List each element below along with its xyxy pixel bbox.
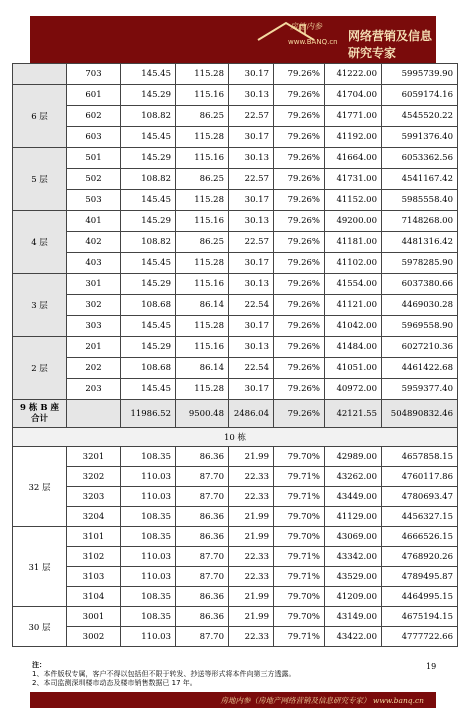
table-cell: 79.70%	[274, 507, 325, 527]
table-cell: 108.68	[121, 295, 176, 316]
table-cell: 86.36	[176, 587, 229, 607]
table-cell: 115.28	[176, 253, 229, 274]
table-cell: 79.71%	[274, 467, 325, 487]
table-cell: 43342.00	[325, 547, 382, 567]
unit-number: 401	[67, 211, 121, 232]
table-cell: 108.35	[121, 527, 176, 547]
table-cell: 115.16	[176, 85, 229, 106]
table-cell: 43069.00	[325, 527, 382, 547]
table-cell: 79.71%	[274, 487, 325, 507]
table-cell: 41484.00	[325, 337, 382, 358]
total-cell: 9500.48	[176, 400, 229, 428]
table-cell: 79.26%	[274, 316, 325, 337]
table-cell: 41704.00	[325, 85, 382, 106]
table-cell: 5995739.90	[382, 64, 458, 85]
unit-number: 503	[67, 190, 121, 211]
table-cell: 4481316.42	[382, 232, 458, 253]
table-cell: 22.57	[229, 232, 274, 253]
section-header-row	[13, 428, 458, 447]
unit-number: 501	[67, 148, 121, 169]
table-cell: 86.14	[176, 295, 229, 316]
unit-number: 603	[67, 127, 121, 148]
table-cell: 30.17	[229, 190, 274, 211]
unit-number: 3203	[67, 487, 121, 507]
table-row	[13, 587, 458, 607]
table-cell: 4469030.28	[382, 295, 458, 316]
table-cell: 41192.00	[325, 127, 382, 148]
table-cell: 40972.00	[325, 379, 382, 400]
table-cell: 145.29	[121, 148, 176, 169]
table-cell: 6027210.36	[382, 337, 458, 358]
note-line-1: 1、本件版权专属，客户不得以包括但不限于转发、抄送等形式将本件向第三方透露。	[32, 670, 296, 678]
total-cell: 42121.55	[325, 400, 382, 428]
table-cell: 43422.00	[325, 627, 382, 647]
table-row	[13, 379, 458, 400]
table-cell: 79.26%	[274, 169, 325, 190]
table-cell: 79.26%	[274, 85, 325, 106]
unit-number: 402	[67, 232, 121, 253]
table-row	[13, 337, 458, 358]
sales-table-wrapper	[12, 63, 457, 647]
floor-label: 5 层	[13, 148, 67, 211]
table-cell: 86.14	[176, 358, 229, 379]
unit-number: 301	[67, 274, 121, 295]
table-cell: 5991376.40	[382, 127, 458, 148]
table-row	[13, 211, 458, 232]
table-cell: 108.82	[121, 106, 176, 127]
page-number: 19	[426, 662, 437, 671]
table-cell: 4675194.15	[382, 607, 458, 627]
table-cell: 5985558.40	[382, 190, 458, 211]
table-cell: 87.70	[176, 627, 229, 647]
table-cell: 5978285.90	[382, 253, 458, 274]
table-cell: 79.26%	[274, 295, 325, 316]
table-cell: 79.70%	[274, 527, 325, 547]
table-cell: 41051.00	[325, 358, 382, 379]
table-row	[13, 253, 458, 274]
table-cell: 22.54	[229, 358, 274, 379]
table-cell: 4777722.66	[382, 627, 458, 647]
unit-number: 703	[67, 64, 121, 85]
total-row	[13, 400, 458, 428]
table-cell: 110.03	[121, 627, 176, 647]
table-cell: 79.71%	[274, 567, 325, 587]
table-cell: 30.13	[229, 148, 274, 169]
unit-number: 203	[67, 379, 121, 400]
table-cell: 41129.00	[325, 507, 382, 527]
table-row	[13, 148, 458, 169]
table-row	[13, 567, 458, 587]
table-row	[13, 627, 458, 647]
table-cell: 21.99	[229, 507, 274, 527]
table-cell: 86.25	[176, 169, 229, 190]
table-row	[13, 127, 458, 148]
unit-number: 3001	[67, 607, 121, 627]
table-cell: 6053362.56	[382, 148, 458, 169]
table-row	[13, 295, 458, 316]
table-cell: 79.26%	[274, 148, 325, 169]
table-cell: 86.36	[176, 607, 229, 627]
total-label-line2: 合计	[30, 413, 48, 424]
table-cell: 145.45	[121, 379, 176, 400]
table-cell: 108.68	[121, 358, 176, 379]
floor-label: 31 层	[13, 527, 67, 607]
table-cell: 22.57	[229, 169, 274, 190]
unit-number: 3202	[67, 467, 121, 487]
table-cell: 145.45	[121, 316, 176, 337]
table-row	[13, 607, 458, 627]
table-cell: 21.99	[229, 447, 274, 467]
unit-number: 502	[67, 169, 121, 190]
table-cell: 41102.00	[325, 253, 382, 274]
table-cell: 145.45	[121, 64, 176, 85]
unit-number: 601	[67, 85, 121, 106]
table-cell: 115.16	[176, 274, 229, 295]
building9-total	[13, 400, 458, 428]
table-row	[13, 507, 458, 527]
table-cell: 115.16	[176, 337, 229, 358]
total-cell	[67, 400, 121, 428]
table-cell: 115.28	[176, 379, 229, 400]
table-cell: 79.26%	[274, 337, 325, 358]
table-cell: 43529.00	[325, 567, 382, 587]
table-row	[13, 64, 458, 85]
total-label-line1: 9 栋 B 座	[20, 402, 59, 413]
table-row	[13, 106, 458, 127]
table-cell: 79.70%	[274, 447, 325, 467]
table-cell: 115.16	[176, 211, 229, 232]
unit-number: 201	[67, 337, 121, 358]
floor-label: 4 层	[13, 211, 67, 274]
table-cell: 145.29	[121, 337, 176, 358]
table-cell: 6037380.66	[382, 274, 458, 295]
table-cell: 4780693.47	[382, 487, 458, 507]
table-cell: 108.82	[121, 169, 176, 190]
footer-banner	[30, 692, 436, 708]
table-cell: 22.33	[229, 547, 274, 567]
table-cell: 87.70	[176, 487, 229, 507]
table-cell: 79.26%	[274, 106, 325, 127]
unit-number: 3101	[67, 527, 121, 547]
section-header: 10 栋	[13, 428, 458, 447]
table-cell: 41121.00	[325, 295, 382, 316]
floor-label: 32 层	[13, 447, 67, 527]
building10-header	[13, 428, 458, 447]
table-cell: 108.35	[121, 607, 176, 627]
table-cell: 30.13	[229, 211, 274, 232]
total-cell: 2486.04	[229, 400, 274, 428]
table-cell: 145.29	[121, 274, 176, 295]
table-cell: 4657858.15	[382, 447, 458, 467]
table-cell: 4545520.22	[382, 106, 458, 127]
table-cell: 79.70%	[274, 607, 325, 627]
logo-url: www.BANQ.cn	[288, 38, 338, 46]
table-cell: 41209.00	[325, 587, 382, 607]
floor-label: 30 层	[13, 607, 67, 647]
header-banner	[30, 16, 436, 63]
table-row	[13, 527, 458, 547]
table-cell: 86.36	[176, 527, 229, 547]
table-cell: 41181.00	[325, 232, 382, 253]
table-cell: 41554.00	[325, 274, 382, 295]
table-cell: 41222.00	[325, 64, 382, 85]
table-row	[13, 190, 458, 211]
table-cell: 49200.00	[325, 211, 382, 232]
table-cell: 79.26%	[274, 358, 325, 379]
table-cell: 115.28	[176, 127, 229, 148]
table-cell: 108.35	[121, 447, 176, 467]
table-row	[13, 169, 458, 190]
table-cell: 79.26%	[274, 211, 325, 232]
table-cell: 4456327.15	[382, 507, 458, 527]
table-cell: 41664.00	[325, 148, 382, 169]
table-cell: 110.03	[121, 567, 176, 587]
table-cell: 21.99	[229, 587, 274, 607]
table-cell: 79.26%	[274, 64, 325, 85]
floor-label: 6 层	[13, 85, 67, 148]
note-line-2: 2、本司监测深圳楼市动态及楼市销售数据已 17 年。	[32, 679, 197, 687]
table-cell: 21.99	[229, 607, 274, 627]
table-cell: 79.70%	[274, 587, 325, 607]
table-cell: 87.70	[176, 467, 229, 487]
table-cell: 115.28	[176, 316, 229, 337]
table-cell: 115.28	[176, 64, 229, 85]
table-cell: 4768920.26	[382, 547, 458, 567]
table-row	[13, 232, 458, 253]
table-cell: 30.13	[229, 85, 274, 106]
total-cell: 504890832.46	[382, 400, 458, 428]
total-label	[13, 400, 67, 428]
notes-label: 注：	[32, 661, 46, 669]
table-cell: 87.70	[176, 547, 229, 567]
unit-number: 3002	[67, 627, 121, 647]
table-cell: 4464995.15	[382, 587, 458, 607]
table-cell: 108.35	[121, 507, 176, 527]
table-row	[13, 547, 458, 567]
table-cell: 145.29	[121, 211, 176, 232]
table-cell: 79.26%	[274, 253, 325, 274]
table-cell: 145.29	[121, 85, 176, 106]
unit-number: 302	[67, 295, 121, 316]
table-cell: 21.99	[229, 527, 274, 547]
table-cell: 79.26%	[274, 379, 325, 400]
table-cell: 108.35	[121, 587, 176, 607]
unit-number: 202	[67, 358, 121, 379]
table-cell: 4541167.42	[382, 169, 458, 190]
table-cell: 4461422.68	[382, 358, 458, 379]
table-cell: 108.82	[121, 232, 176, 253]
table-cell: 41771.00	[325, 106, 382, 127]
table-cell: 41152.00	[325, 190, 382, 211]
table-cell: 110.03	[121, 547, 176, 567]
unit-number: 3104	[67, 587, 121, 607]
table-cell: 22.33	[229, 467, 274, 487]
table-row	[13, 467, 458, 487]
table-cell: 79.71%	[274, 627, 325, 647]
table-row	[13, 487, 458, 507]
table-cell: 115.28	[176, 190, 229, 211]
table-cell: 43149.00	[325, 607, 382, 627]
table-cell: 22.33	[229, 627, 274, 647]
logo-text: 房地内参	[290, 22, 322, 31]
table-cell: 30.17	[229, 64, 274, 85]
table-cell: 41731.00	[325, 169, 382, 190]
table-cell: 145.45	[121, 127, 176, 148]
table-cell: 42989.00	[325, 447, 382, 467]
table-cell: 22.33	[229, 487, 274, 507]
unit-number: 3103	[67, 567, 121, 587]
table-cell: 30.13	[229, 337, 274, 358]
table-cell: 79.26%	[274, 232, 325, 253]
table-cell: 86.25	[176, 232, 229, 253]
table-cell: 5969558.90	[382, 316, 458, 337]
table-row	[13, 447, 458, 467]
sales-table	[12, 63, 458, 647]
table-cell: 79.26%	[274, 190, 325, 211]
total-cell: 11986.52	[121, 400, 176, 428]
floor-label: 3 层	[13, 274, 67, 337]
unit-number: 3102	[67, 547, 121, 567]
table-cell: 79.71%	[274, 547, 325, 567]
table-cell: 86.36	[176, 447, 229, 467]
table-cell: 79.26%	[274, 127, 325, 148]
table-cell: 5959377.40	[382, 379, 458, 400]
table-cell: 115.16	[176, 148, 229, 169]
table-cell: 43262.00	[325, 467, 382, 487]
table-row	[13, 358, 458, 379]
table-cell: 4789495.87	[382, 567, 458, 587]
table-cell: 22.57	[229, 106, 274, 127]
table-cell: 79.26%	[274, 274, 325, 295]
table-cell: 7148268.00	[382, 211, 458, 232]
table-cell: 87.70	[176, 567, 229, 587]
table-cell: 110.03	[121, 467, 176, 487]
table-cell: 4666526.15	[382, 527, 458, 547]
table-row	[13, 274, 458, 295]
table-cell: 30.17	[229, 253, 274, 274]
table-row	[13, 316, 458, 337]
table-cell: 86.36	[176, 507, 229, 527]
unit-number: 3201	[67, 447, 121, 467]
unit-number: 3204	[67, 507, 121, 527]
table-cell: 145.45	[121, 253, 176, 274]
floor-label: 2 层	[13, 337, 67, 400]
table-cell: 43449.00	[325, 487, 382, 507]
banner-title: 网络营销及信息研究专家	[348, 29, 433, 60]
table-cell: 4760117.86	[382, 467, 458, 487]
table-cell: 30.17	[229, 379, 274, 400]
notes	[32, 661, 295, 688]
unit-number: 602	[67, 106, 121, 127]
total-cell: 79.26%	[274, 400, 325, 428]
table-cell: 30.17	[229, 316, 274, 337]
table-cell: 30.13	[229, 274, 274, 295]
table-cell: 41042.00	[325, 316, 382, 337]
building9-rows	[13, 64, 458, 400]
table-cell: 22.33	[229, 567, 274, 587]
table-cell: 110.03	[121, 487, 176, 507]
floor-label	[13, 64, 67, 85]
table-cell: 30.17	[229, 127, 274, 148]
unit-number: 403	[67, 253, 121, 274]
table-cell: 86.25	[176, 106, 229, 127]
footer-text: 房地内参（房地产网络营销及信息研究专家） www.banq.cn	[220, 696, 424, 705]
table-row	[13, 85, 458, 106]
unit-number: 303	[67, 316, 121, 337]
table-cell: 145.45	[121, 190, 176, 211]
building10-rows	[13, 447, 458, 647]
table-cell: 6059174.16	[382, 85, 458, 106]
table-cell: 22.54	[229, 295, 274, 316]
